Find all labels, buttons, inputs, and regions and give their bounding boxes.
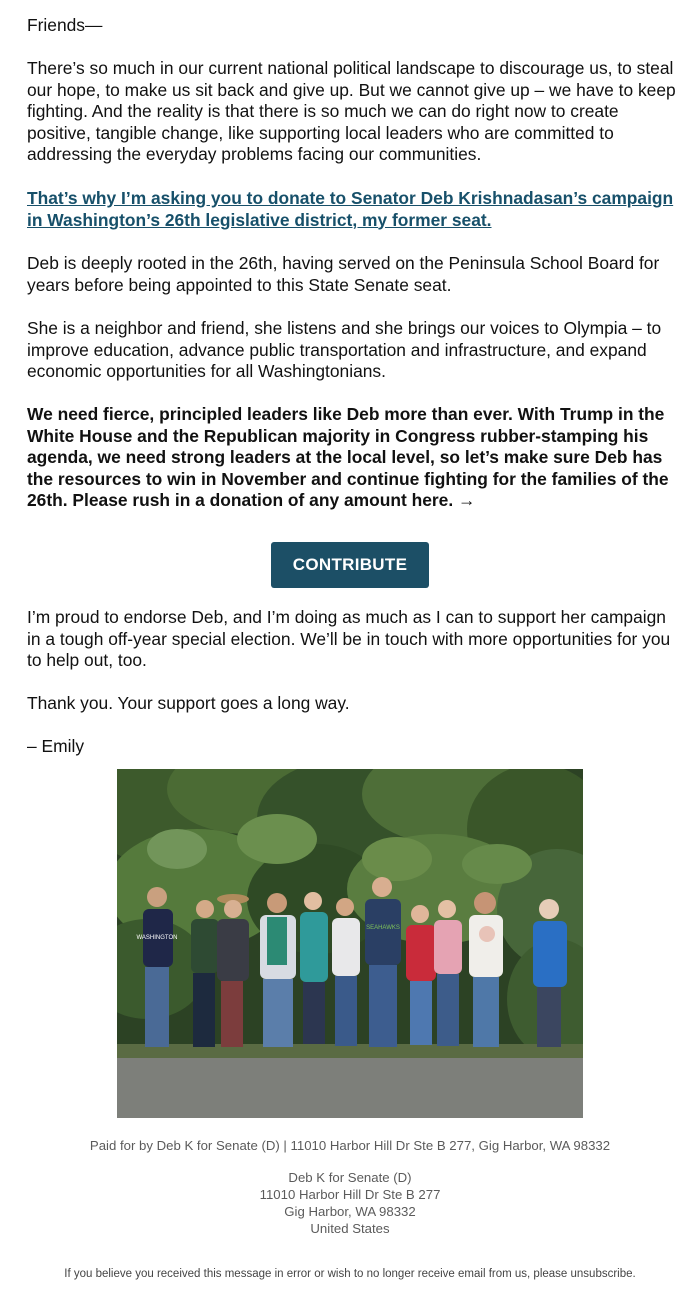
greeting: Friends— (27, 15, 103, 35)
footer-address (0, 1169, 700, 1237)
neighbor-paragraph: She is a neighbor and friend, she listens and she brings our voices to Olympia – to improve education, advance public transportation and infrastructure, and expand economic opportunities for all Washingtonians. (27, 318, 662, 381)
donate-link-paragraph (27, 188, 679, 231)
intro-paragraph: There’s so much in our current national political landscape to discourage us, to steal our hope, to make us sit back and give up. But we cannot give up – we have to keep fighting. And the reality is that there is so much we can do right now to create positive, tangible change, like supporting local leaders who are committed to addressing the everyday problems facing our communities. (27, 58, 676, 164)
thanks-paragraph: Thank you. Your support goes a long way. (27, 693, 350, 713)
paid-for-disclaimer: Paid for by Deb K for Senate (D) | 11010 Harbor Hill Dr Ste B 277, Gig Harbor, WA 98332 (89, 1138, 611, 1153)
deb-background-paragraph: Deb is deeply rooted in the 26th, having served on the Peninsula School Board for years before being appointed to this State Senate seat. (27, 253, 660, 295)
address-line: Gig Harbor, WA 98332 (284, 1204, 416, 1219)
shirt-text-seahawks: SEAHAWKS (366, 925, 400, 931)
appeal-paragraph: We need fierce, principled leaders like Deb more than ever. With Trump in the White House and the Republican majority in Congress rubber-stamping his agenda, we need strong leaders at the local level, so let’s make sure Deb has the resources to win in November and continue fighting for the families of the 26th. Please rush in a donation of any amount here. → (27, 404, 669, 510)
shirt-text-washington: WASHINGTON (136, 935, 178, 941)
donate-link[interactable]: That’s why I’m asking you to donate to Senator Deb Krishnadasan’s campaign in Washington’s 26th legislative district, my former seat. (27, 188, 674, 230)
group-photo[interactable] (117, 769, 583, 1118)
endorse-paragraph: I’m proud to endorse Deb, and I’m doing as much as I can to support her campaign in a tough off-year special election. We’ll be in touch with more opportunities for you to help out, too. (27, 607, 671, 670)
address-line: United States (310, 1221, 390, 1236)
signature: – Emily (27, 736, 85, 756)
address-line: Deb K for Senate (D) (288, 1170, 412, 1185)
unsubscribe-notice[interactable]: If you believe you received this message in error or wish to no longer receive email from us, please unsubscribe. (64, 1268, 636, 1280)
contribute-button[interactable]: CONTRIBUTE (271, 542, 429, 588)
address-line: 11010 Harbor Hill Dr Ste B 277 (259, 1187, 441, 1202)
